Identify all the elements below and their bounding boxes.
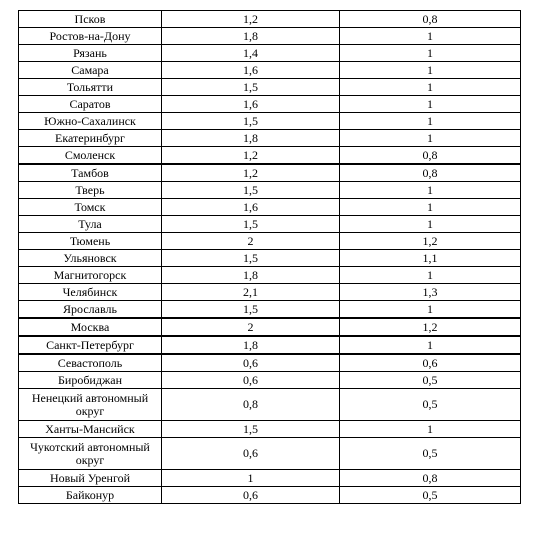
value-2-cell: 1,3 [340,284,521,301]
table-row [19,216,521,233]
value-1-cell: 1,5 [162,182,340,199]
city-cell: Псков [19,11,162,28]
value-2-cell: 1 [340,182,521,199]
table-row [19,284,521,301]
table-row [19,79,521,96]
value-2-cell: 0,8 [340,470,521,487]
value-1-cell: 1,5 [162,421,340,438]
table-row [19,267,521,284]
value-2-cell: 1 [340,216,521,233]
city-cell: Биробиджан [19,372,162,389]
value-2-cell: 1,1 [340,250,521,267]
table-row [19,336,521,354]
value-1-cell: 1,8 [162,336,340,354]
value-2-cell: 0,5 [340,372,521,389]
value-2-cell: 0,5 [340,438,521,470]
table-row [19,372,521,389]
city-cell: Тюмень [19,233,162,250]
table-row [19,199,521,216]
table-row [19,113,521,130]
table-row [19,11,521,28]
value-1-cell: 1,6 [162,199,340,216]
table-row [19,318,521,336]
value-1-cell: 2 [162,233,340,250]
city-cell: Тольятти [19,79,162,96]
value-1-cell: 1,5 [162,216,340,233]
value-2-cell: 1 [340,421,521,438]
value-2-cell: 1 [340,199,521,216]
city-cell: Чукотский автономный округ [19,438,162,470]
value-1-cell: 1,2 [162,11,340,28]
value-1-cell: 1,2 [162,147,340,165]
table-row [19,421,521,438]
value-2-cell: 0,5 [340,487,521,504]
value-2-cell: 0,8 [340,164,521,182]
value-2-cell: 0,5 [340,389,521,421]
value-2-cell: 1 [340,79,521,96]
value-1-cell: 1,5 [162,301,340,319]
value-2-cell: 1 [340,336,521,354]
value-1-cell: 0,6 [162,438,340,470]
value-2-cell: 1 [340,301,521,319]
coefficients-table-container [18,10,520,504]
value-1-cell: 1,8 [162,267,340,284]
table-row [19,438,521,470]
table-row [19,233,521,250]
value-2-cell: 0,8 [340,11,521,28]
city-cell: Екатеринбург [19,130,162,147]
city-cell: Тверь [19,182,162,199]
value-2-cell: 1,2 [340,318,521,336]
table-row [19,250,521,267]
city-cell: Самара [19,62,162,79]
table-row [19,96,521,113]
table-row [19,164,521,182]
city-cell: Магнитогорск [19,267,162,284]
city-cell: Москва [19,318,162,336]
table-row [19,130,521,147]
city-cell: Тула [19,216,162,233]
value-1-cell: 1,6 [162,96,340,113]
value-2-cell: 1 [340,267,521,284]
table-row [19,182,521,199]
city-cell: Ненецкий автономный округ [19,389,162,421]
city-cell: Южно-Сахалинск [19,113,162,130]
table-row [19,301,521,319]
value-1-cell: 0,6 [162,354,340,372]
value-1-cell: 0,6 [162,487,340,504]
value-2-cell: 1 [340,96,521,113]
city-cell: Новый Уренгой [19,470,162,487]
table-row [19,389,521,421]
value-2-cell: 1 [340,130,521,147]
value-1-cell: 0,8 [162,389,340,421]
table-row [19,28,521,45]
value-1-cell: 1,4 [162,45,340,62]
table-row [19,62,521,79]
value-2-cell: 1 [340,113,521,130]
city-cell: Ханты-Мансийск [19,421,162,438]
value-1-cell: 1 [162,470,340,487]
value-2-cell: 0,6 [340,354,521,372]
coefficients-table [18,10,521,504]
city-cell: Ульяновск [19,250,162,267]
table-row [19,487,521,504]
value-2-cell: 0,8 [340,147,521,165]
city-cell: Байконур [19,487,162,504]
value-2-cell: 1,2 [340,233,521,250]
city-cell: Рязань [19,45,162,62]
value-1-cell: 1,8 [162,28,340,45]
value-1-cell: 1,5 [162,250,340,267]
city-cell: Челябинск [19,284,162,301]
value-1-cell: 1,5 [162,113,340,130]
value-1-cell: 1,5 [162,79,340,96]
city-cell: Томск [19,199,162,216]
city-cell: Ярославль [19,301,162,319]
value-2-cell: 1 [340,28,521,45]
table-row [19,354,521,372]
value-1-cell: 0,6 [162,372,340,389]
value-1-cell: 2,1 [162,284,340,301]
city-cell: Саратов [19,96,162,113]
city-cell: Санкт-Петербург [19,336,162,354]
table-row [19,45,521,62]
city-cell: Смоленск [19,147,162,165]
value-2-cell: 1 [340,62,521,79]
table-row [19,470,521,487]
city-cell: Ростов-на-Дону [19,28,162,45]
city-cell: Севастополь [19,354,162,372]
table-row [19,147,521,165]
value-2-cell: 1 [340,45,521,62]
value-1-cell: 1,8 [162,130,340,147]
city-cell: Тамбов [19,164,162,182]
value-1-cell: 1,6 [162,62,340,79]
value-1-cell: 2 [162,318,340,336]
value-1-cell: 1,2 [162,164,340,182]
